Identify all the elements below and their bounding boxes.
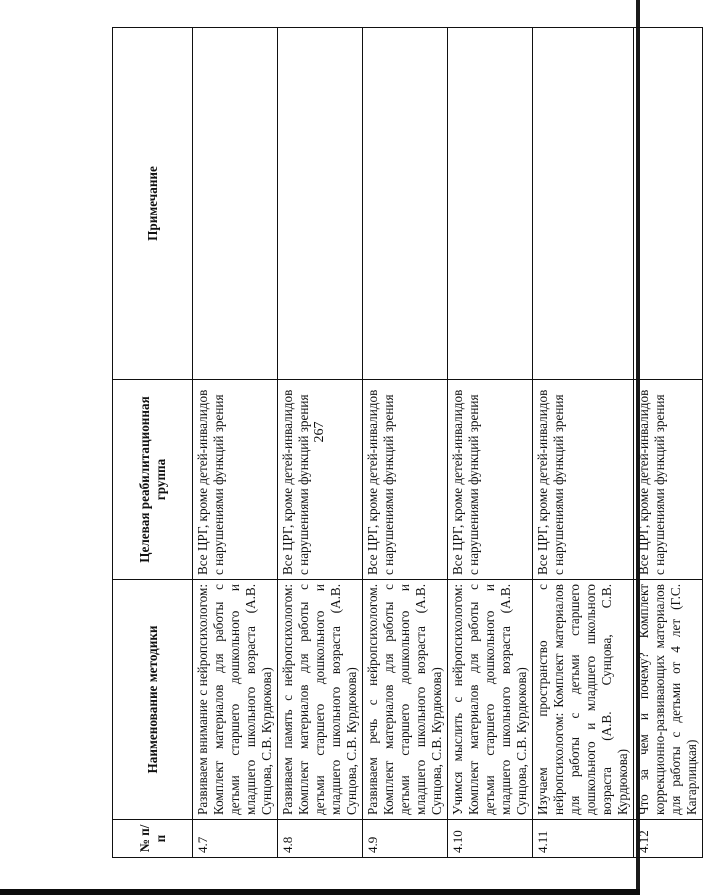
header-name: Наименование методики <box>113 580 193 820</box>
target-group: Все ЦРГ, кроме детей-инвалидов с нарушениями функций зрения <box>363 380 448 580</box>
note <box>634 28 703 380</box>
row-number: 4.11 <box>533 820 634 858</box>
target-group: Все ЦРГ, кроме детей-инвалидов с нарушениями функций зрения <box>278 380 363 580</box>
table-row <box>363 28 448 858</box>
table-row <box>634 28 703 858</box>
method-name: Развиваем речь с нейропсихологом. Комплект материалов для работы с детьми старшего дошкольного и младшего школьного возраста (А.В. Сунцова, С.В. Курдюкова) <box>363 580 448 820</box>
method-name: Развиваем внимание с нейропсихологом: Комплект материалов для работы с детьми старшего дошкольного и младшего школьного возраста (А.В. Сунцова, С.В. Курдюкова) <box>193 580 278 820</box>
table-row <box>533 28 634 858</box>
row-number: 4.9 <box>363 820 448 858</box>
note <box>363 28 448 380</box>
method-name: Развиваем память с нейропсихологом: Комплект материалов для работы с детьми старшего дошкольного и младшего школьного возраста (А.В. Сунцова, С.В. Курдюкова) <box>278 580 363 820</box>
row-number: 4.10 <box>448 820 533 858</box>
note <box>278 28 363 380</box>
table-row <box>278 28 363 858</box>
method-name: Изучаем пространство с нейропсихологом: Комплект материалов для работы с детьми старшего дошкольного и младшего школьного возраста (А.В. Сунцова, С.В. Курдюкова) <box>533 580 634 820</box>
note <box>448 28 533 380</box>
page-edge-bottom <box>0 889 640 895</box>
note <box>533 28 634 380</box>
rotated-table-container <box>112 28 699 858</box>
target-group: Все ЦРГ, кроме детей-инвалидов с нарушениями функций зрения <box>533 380 634 580</box>
header-target-group: Целевая реабилитационная группа <box>113 380 193 580</box>
note <box>193 28 278 380</box>
table-row <box>193 28 278 858</box>
table-row <box>448 28 533 858</box>
header-number: № п/п <box>113 820 193 858</box>
target-group: Все ЦРГ, кроме детей-инвалидов с нарушениями функций зрения <box>448 380 533 580</box>
target-group: Все ЦРГ, кроме детей-инвалидов с нарушениями функций зрения <box>193 380 278 580</box>
method-name: Учимся мыслить с нейропсихологом: Комплект материалов для работы с детьми старшего дошкольного и младшего школьного возраста (А.В. Сунцова, С.В. Курдюкова) <box>448 580 533 820</box>
table-header-row <box>113 28 193 858</box>
page-number: 267 <box>312 421 327 443</box>
method-name: Что за чем и почему? Комплект коррекционно-развивающих материалов для работы с детьми от 4 лет (Г.С. Кагарлицкая) <box>634 580 703 820</box>
row-number: 4.8 <box>278 820 363 858</box>
header-note: Примечание <box>113 28 193 380</box>
target-group: Все ЦРГ, кроме детей-инвалидов с нарушениями функций зрения <box>634 380 703 580</box>
row-number: 4.12 <box>634 820 703 858</box>
row-number: 4.7 <box>193 820 278 858</box>
methods-table <box>112 27 703 858</box>
